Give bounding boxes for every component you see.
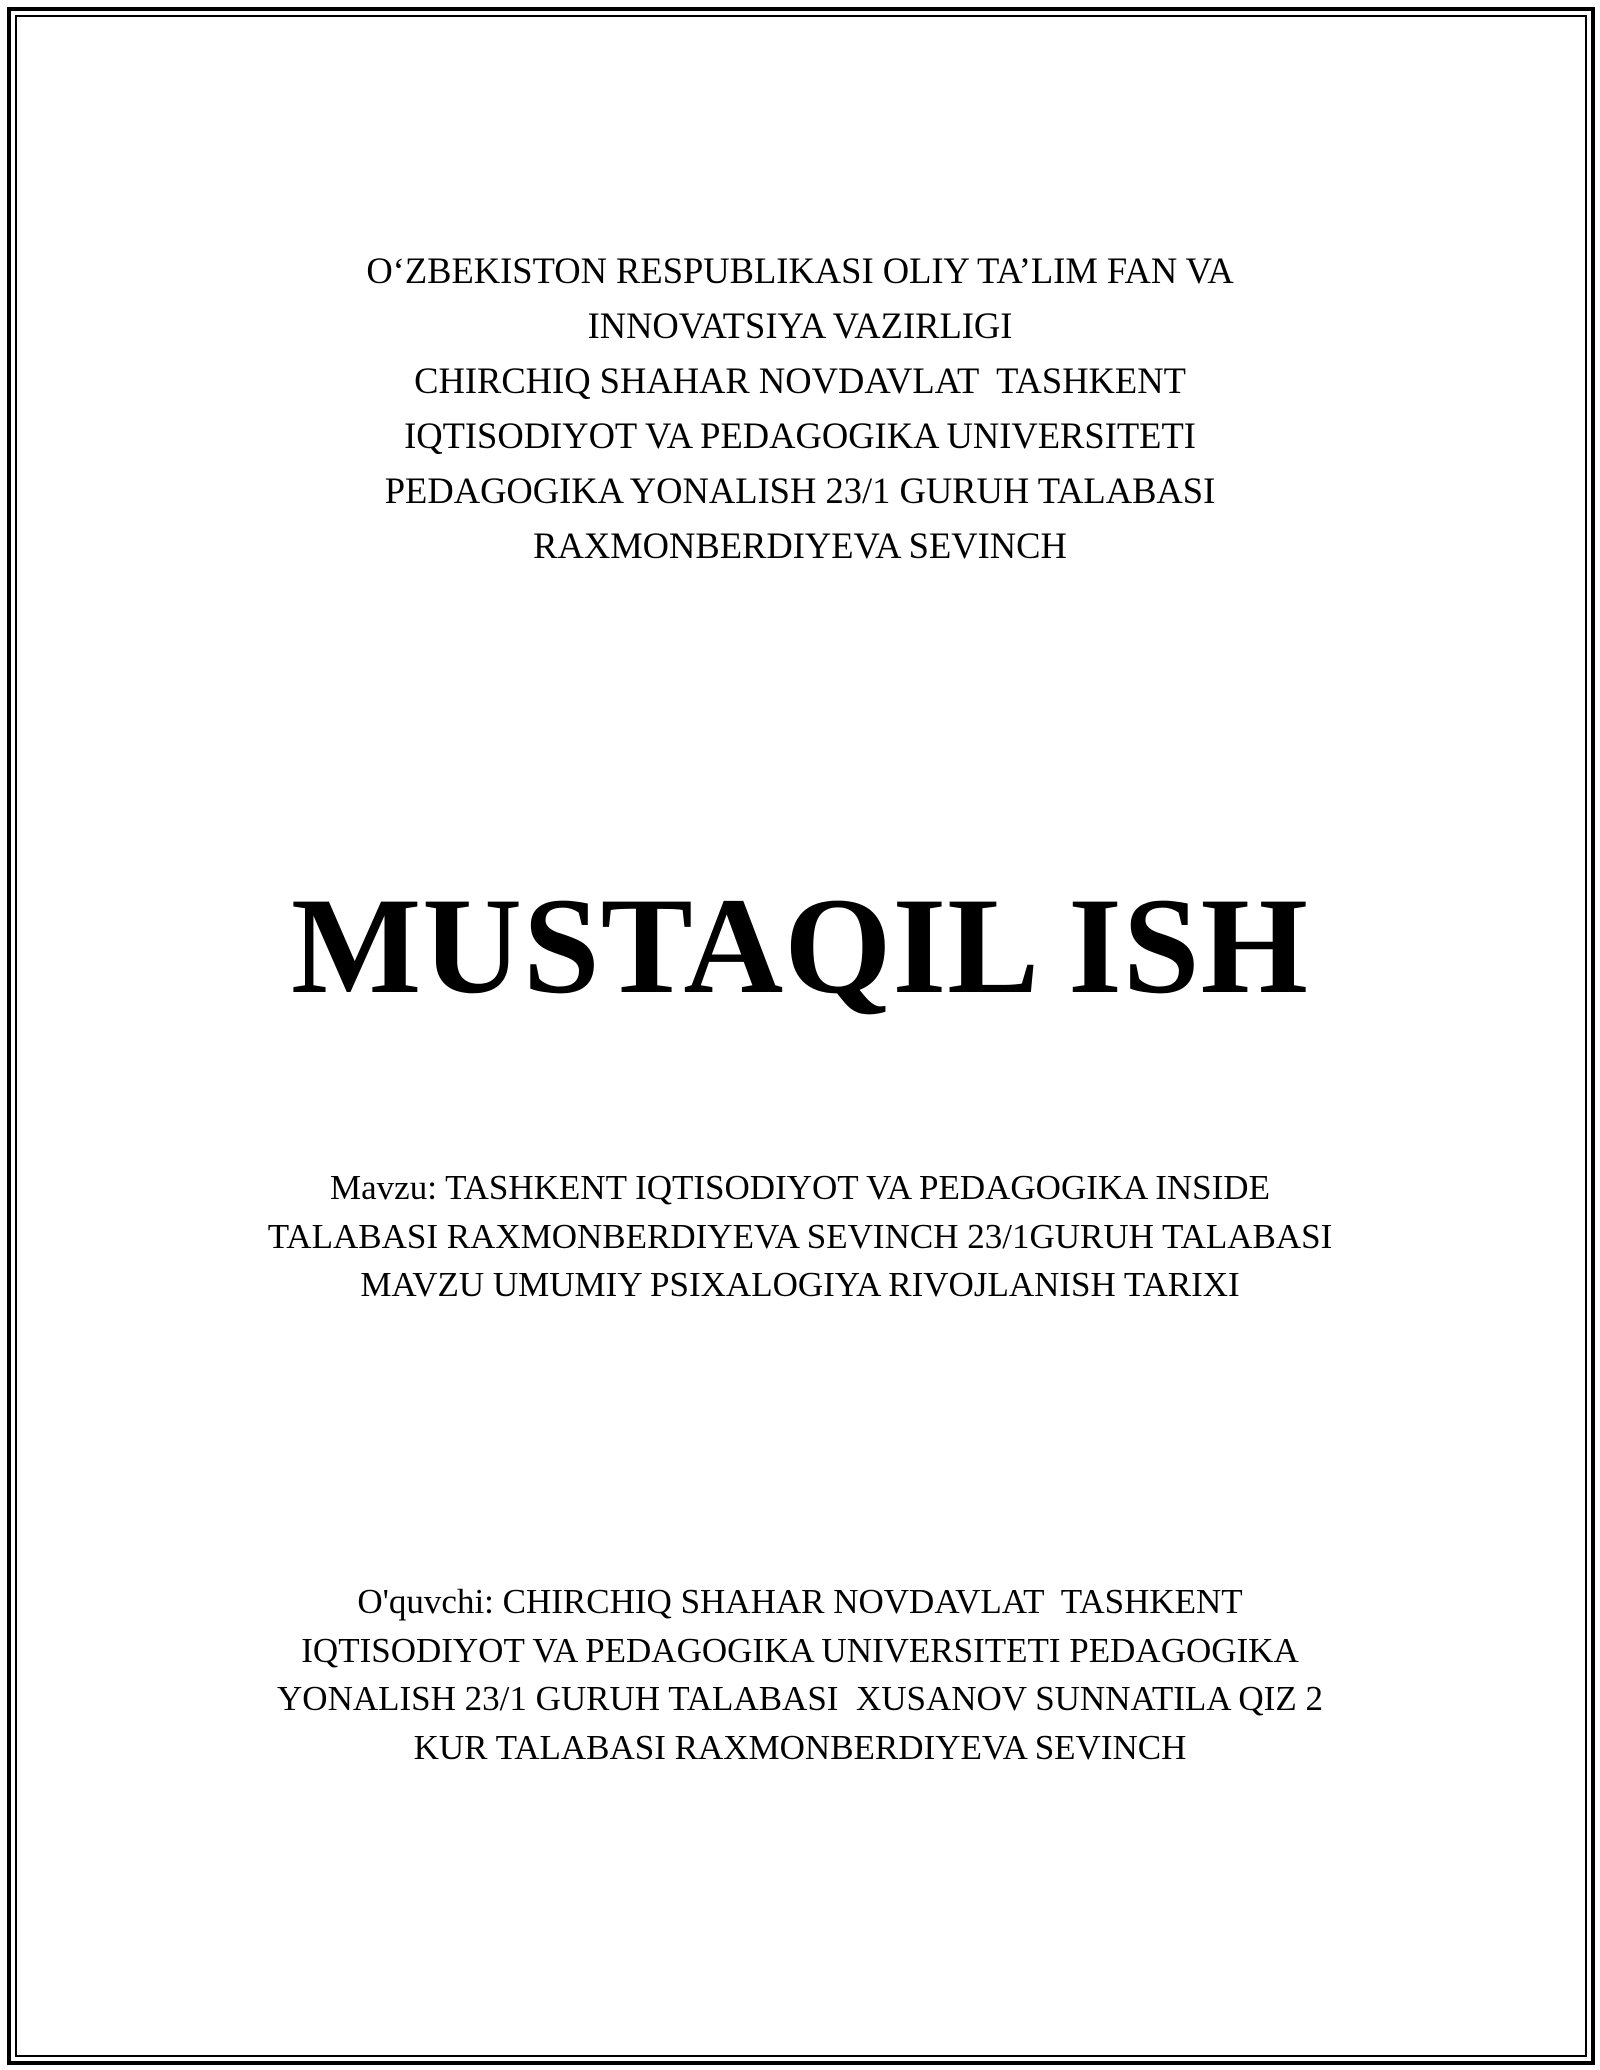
student-line: IQTISODIYOT VA PEDAGOGIKA UNIVERSITETI PEDAGOGIKA (301, 1630, 1299, 1670)
document-title: MUSTAQIL ISH (291, 869, 1309, 1022)
header-line: O‘ZBEKISTON RESPUBLIKASI OLIY TA’LIM FAN VA (366, 250, 1234, 291)
header-line: INNOVATSIYA VAZIRLIGI (587, 305, 1013, 346)
header-line: RAXMONBERDIYEVA SEVINCH (533, 525, 1067, 566)
topic-section (0, 1164, 1600, 1310)
student-section (0, 1578, 1600, 1772)
topic-line: Mavzu: TASHKENT IQTISODIYOT VA PEDAGOGIKA INSIDE (330, 1168, 1270, 1207)
topic-line: MAVZU UMUMIY PSIXALOGIYA RIVOJLANISH TARIXI (360, 1265, 1240, 1304)
student-line: O'quvchi: CHIRCHIQ SHAHAR NOVDAVLAT TASHKENT (357, 1582, 1243, 1621)
header-line: IQTISODIYOT VA PEDAGOGIKA UNIVERSITETI (404, 415, 1196, 456)
student-line: YONALISH 23/1 GURUH TALABASI XUSANOV SUNNATILA QIZ 2 (277, 1679, 1323, 1718)
topic-line: TALABASI RAXMONBERDIYEVA SEVINCH 23/1GURUH TALABASI (267, 1216, 1333, 1256)
header-line: PEDAGOGIKA YONALISH 23/1 GURUH TALABASI (384, 470, 1216, 511)
header-line: CHIRCHIQ SHAHAR NOVDAVLAT TASHKENT (414, 360, 1186, 401)
student-line: KUR TALABASI RAXMONBERDIYEVA SEVINCH (413, 1727, 1187, 1767)
institution-header (0, 243, 1600, 573)
